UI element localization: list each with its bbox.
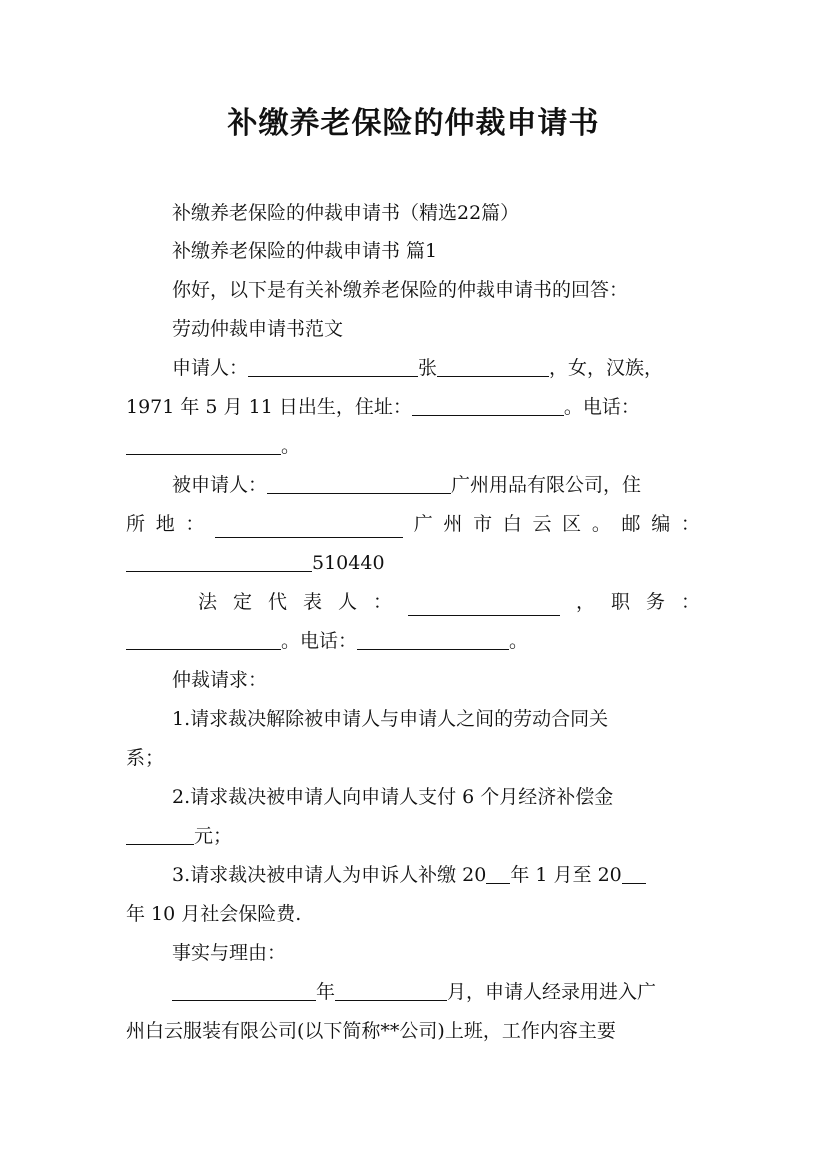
rep-char: 表: [303, 591, 323, 613]
phone-blank: [126, 434, 281, 455]
addr-char: 白: [502, 513, 522, 535]
period: 。: [281, 435, 301, 457]
applicant-blank-2: [437, 356, 549, 377]
applicant-phone-line: [0, 432, 827, 460]
addr-char: 市: [473, 513, 493, 535]
legal-rep-blank: [408, 595, 560, 616]
applicant-gender: ，女，汉族，: [549, 357, 664, 379]
addr-char: 云: [532, 513, 552, 535]
addr-char: 。: [591, 513, 611, 535]
facts-month-blank: [335, 980, 447, 1001]
rep-char: 法: [198, 591, 218, 613]
rep-char: 人: [338, 591, 358, 613]
rep-char: ：: [373, 591, 393, 613]
claim-1: 1.请求裁决解除被申请人与申请人之间的劳动合同关: [172, 708, 609, 730]
duty-char: 职: [610, 591, 630, 613]
claim-3-cont: 年 10 月社会保险费.: [126, 903, 302, 925]
facts-year: 年: [316, 981, 336, 1003]
period-2: 。: [509, 630, 529, 652]
legal-rep-line: [198, 588, 700, 616]
rep-char: 代: [268, 591, 288, 613]
phone2-blank: [357, 629, 509, 650]
claim-2: 2.请求裁决被申请人向申请人支付 6 个月经济补偿金: [172, 786, 614, 808]
respondent-address-line: [126, 510, 700, 538]
facts-year-blank: [172, 980, 316, 1001]
phone-label: 。电话：: [563, 396, 640, 418]
duty-char: ：: [680, 591, 700, 613]
claim-3-part2: 年 1 月至 20: [510, 864, 622, 886]
facts-heading: 事实与理由：: [172, 942, 287, 964]
addr-char: ：: [185, 513, 205, 535]
respondent-line: [0, 471, 827, 499]
claims-heading: 仲裁请求：: [172, 669, 268, 691]
addr-char: 编: [651, 513, 671, 535]
addr-char: 邮: [621, 513, 641, 535]
claim-3-part1: 3.请求裁决被申请人为申诉人补缴 20: [172, 864, 487, 886]
subtitle: 补缴养老保险的仲裁申请书（精选22篇）: [172, 202, 520, 224]
respondent-label: 被申请人：: [172, 474, 268, 496]
addr-char: 广: [413, 513, 433, 535]
rep-char: 定: [233, 591, 253, 613]
phone2-label: 。电话：: [281, 630, 358, 652]
claim-1-cont: 系；: [126, 747, 165, 769]
claim-2-unit: 元；: [194, 825, 233, 847]
form-title: 劳动仲裁申请书范文: [172, 318, 344, 340]
postcode: 510440: [312, 552, 385, 574]
duty-blank: [126, 629, 281, 650]
duty-phone-line: [0, 627, 827, 655]
amount-blank: [126, 824, 194, 845]
postcode-blank: [126, 551, 312, 572]
addr-char: 所: [126, 513, 146, 535]
applicant-blank: [248, 356, 418, 377]
claim-3: [0, 861, 827, 889]
document-title: 补缴养老保险的仲裁申请书: [227, 106, 600, 141]
facts-month: 月，申请人经录用进入广: [447, 981, 657, 1003]
applicant-name: 张: [418, 357, 438, 379]
rep-comma: ，: [575, 591, 595, 613]
addr-char: 区: [562, 513, 582, 535]
applicant-birth: 1971 年 5 月 11 日出生，住址：: [126, 396, 412, 418]
year-blank-2: [622, 863, 646, 884]
respondent-blank: [267, 473, 451, 494]
year-blank-1: [486, 863, 510, 884]
addr-char: ：: [680, 513, 700, 535]
applicant-line: [0, 354, 827, 382]
applicant-label: 申请人：: [172, 357, 249, 379]
facts-line-1: [0, 978, 827, 1006]
postcode-line: [0, 549, 827, 577]
applicant-birth-line: [0, 393, 827, 421]
duty-char: 务: [645, 591, 665, 613]
addr-char: 州: [443, 513, 463, 535]
addr-char: 地: [155, 513, 175, 535]
address-blank: [412, 395, 564, 416]
respondent-address-blank: [215, 517, 403, 538]
section-heading: 补缴养老保险的仲裁申请书 篇1: [172, 240, 438, 262]
respondent-company: 广州用品有限公司，住: [451, 474, 642, 496]
claim-2-cont: [0, 822, 827, 850]
facts-line-2: 州白云服装有限公司(以下简称**公司)上班，工作内容主要: [126, 1020, 616, 1042]
intro-text: 你好，以下是有关补缴养老保险的仲裁申请书的回答：: [172, 279, 629, 301]
